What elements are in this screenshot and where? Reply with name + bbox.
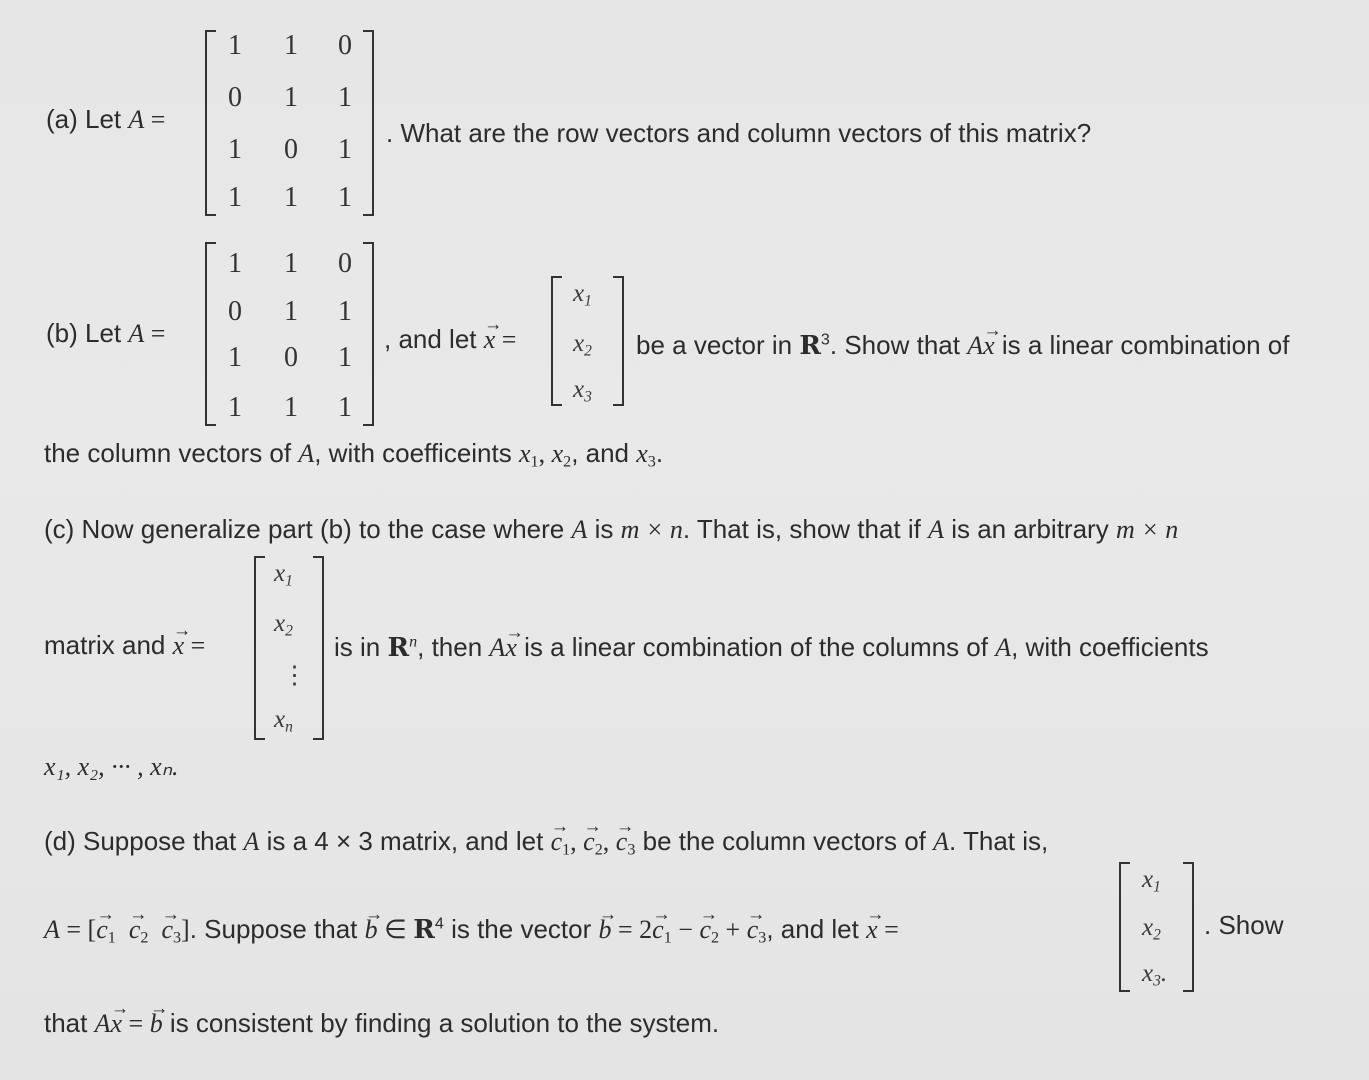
- vector-entry: $x_1$: [274, 560, 293, 590]
- left-bracket: [254, 556, 265, 740]
- part-b-label: (b) Let A =: [46, 318, 166, 348]
- part-d-show: . Show: [1204, 910, 1284, 940]
- matrix-cell: 0: [228, 82, 242, 113]
- matrix-cell: 1: [284, 248, 298, 279]
- part-b-line1-tail: be a vector in $R^3$. Show that A→ x is a linear combination of: [636, 330, 1289, 361]
- right-bracket: [313, 556, 324, 740]
- matrix-cell: 1: [228, 392, 242, 423]
- matrix-cell: 1: [228, 134, 242, 165]
- left-bracket: [551, 276, 562, 406]
- matrix-cell: 0: [284, 342, 298, 373]
- matrix-cell: 1: [338, 182, 352, 213]
- part-c-line2-head: matrix and → x =: [44, 630, 205, 661]
- matrix-cell: 1: [338, 342, 352, 373]
- right-bracket: [363, 30, 374, 216]
- vector-entry: $x_2$: [1142, 914, 1161, 944]
- matrix-cell: 1: [338, 296, 352, 327]
- left-bracket: [205, 242, 216, 426]
- vector-entry: $x_3$.: [1142, 960, 1168, 990]
- part-d-line2: A = [→ $c_1 \to c_2 \to c_3$]. Suppose that → b ∈ $R^4$ is the vector → $b = 2\to c_1$ − → $c_2$ + → $c_3$, and let → x =: [44, 914, 899, 948]
- right-bracket: [613, 276, 624, 406]
- part-b-and-let: , and let → x =: [384, 324, 516, 355]
- matrix-cell: 0: [284, 134, 298, 165]
- matrix-cell: 1: [284, 30, 298, 61]
- matrix-cell: 1: [338, 134, 352, 165]
- vector-entry: $x_3$: [573, 376, 592, 406]
- matrix-cell: 0: [338, 30, 352, 61]
- matrix-cell: 1: [284, 296, 298, 327]
- matrix-cell: 1: [228, 30, 242, 61]
- part-d-line3: that A→ x = → b is consistent by finding a solution to the system.: [44, 1008, 719, 1039]
- matrix-cell: 1: [284, 392, 298, 423]
- matrix-cell: 1: [338, 392, 352, 423]
- left-bracket: [205, 30, 216, 216]
- left-bracket: [1119, 862, 1130, 992]
- matrix-cell: 1: [228, 182, 242, 213]
- part-a-question: . What are the row vectors and column vectors of this matrix?: [386, 118, 1092, 148]
- matrix-cell: 1: [228, 342, 242, 373]
- vector-entry: ⋮: [282, 662, 307, 689]
- part-c-line2-tail: is in $R^n$, then A→ x is a linear combination of the columns of A, with coefficients: [334, 632, 1209, 663]
- matrix-cell: 1: [338, 82, 352, 113]
- matrix-cell: 0: [228, 296, 242, 327]
- matrix-cell: 1: [284, 82, 298, 113]
- vector-entry: $x_1$: [1142, 866, 1161, 896]
- vector-entry: $x_1$: [573, 280, 592, 310]
- vector-entry: $x_2$: [274, 610, 293, 640]
- matrix-cell: 1: [228, 248, 242, 279]
- part-c-line3: x₁, x₂, ··· , xₙ.: [44, 752, 179, 781]
- part-c-line1: (c) Now generalize part (b) to the case where A is m × n. That is, show that if A is an arbitrary m × n: [44, 514, 1179, 544]
- matrix-cell: 0: [338, 248, 352, 279]
- part-d-line1: (d) Suppose that A is a 4 × 3 matrix, and let → $c_1$, → $c_2$, → $c_3$ be the column vectors of A. That is,: [44, 826, 1048, 860]
- part-b-line2: the column vectors of A, with coefficeints $x_1$, $x_2$, and $x_3$.: [44, 438, 664, 471]
- matrix-cell: 1: [284, 182, 298, 213]
- vector-entry: $x_2$: [573, 330, 592, 360]
- right-bracket: [1183, 862, 1194, 992]
- part-a-label: (a) Let A =: [46, 104, 166, 134]
- vector-entry: $x_n$: [274, 706, 293, 736]
- right-bracket: [363, 242, 374, 426]
